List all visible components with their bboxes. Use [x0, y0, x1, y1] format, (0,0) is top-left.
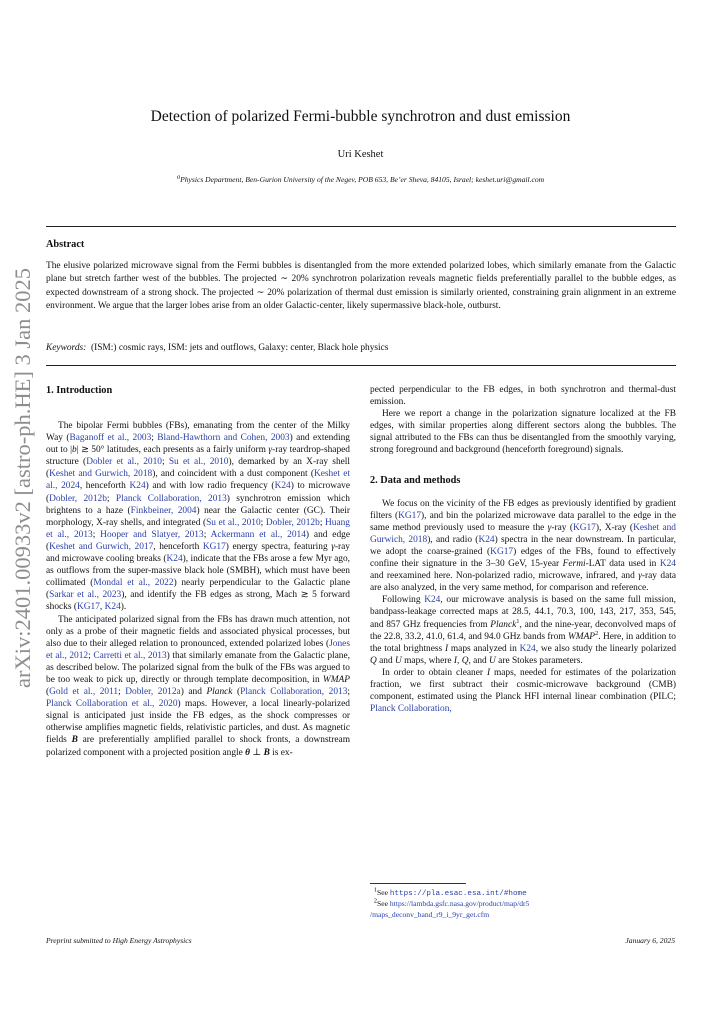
citation-link[interactable]: Dobler, 2012b: [265, 517, 320, 528]
keywords: Keywords: (ISM:) cosmic rays, ISM: jets and outflows, Galaxy: center, Black hole physics: [46, 343, 389, 353]
citation-link[interactable]: Keshet et al., 2024: [46, 469, 350, 492]
citation-link[interactable]: KG17: [572, 522, 596, 533]
citation-link[interactable]: Dobler et al., 2010: [86, 457, 162, 468]
citation-link[interactable]: Dobler, 2012a: [125, 687, 181, 698]
abstract-divider: [46, 365, 676, 366]
footnote-link[interactable]: https://pla.esac.esa.int/#home: [389, 890, 527, 898]
citation-link[interactable]: KG17: [202, 541, 226, 552]
paragraph: pected perpendicular to the FB edges, in both synchrotron and thermal-dust emission.: [370, 385, 676, 408]
citation-link[interactable]: Dobler, 2012b: [49, 493, 107, 504]
citation-link[interactable]: Gold et al., 2011: [49, 687, 119, 698]
abstract-heading: Abstract: [46, 239, 85, 250]
citation-link[interactable]: Planck Collaboration et al., 2020: [46, 699, 178, 710]
paragraph: We focus on the vicinity of the FB edges as previously identified by gradient filters (KG17), and bin the polarized microwave data parallel to the edge in the same method previously used to measure the γ-ray (KG17), X-ray (Keshet and Gurwich, 2018), and radio (K24) spectra in the near downstream. In particular, we adopt the coarse-grained (KG17) edges of the FBs, found to effectively confine their signature in the 3–30 GeV, 15-year Fermi-LAT data used in K24 and reexamined here. Non-polarized radio, microwave, infrared, and γ-ray data are also analyzed, in the very same method, for comparison and reference.: [370, 498, 676, 594]
right-column: [370, 384, 676, 715]
footnote-2: $^2$See https://lambda.gsfc.nasa.gov/product/map/dr5 /maps_deconv_band_r9_i_9yr_get.cfm: [370, 897, 530, 919]
paragraph: In order to obtain cleaner I maps, needed for estimates of the polarization fraction, we first subtract their cosmic-microwave background (CMB) component, estimated using the Planck HFI internal linear combination (PILC; Planck Collaboration,: [370, 667, 676, 715]
citation-link[interactable]: KG17: [398, 510, 422, 521]
citation-link[interactable]: K24: [274, 481, 291, 492]
citation-link[interactable]: KG17: [77, 602, 100, 613]
citation-link[interactable]: KG17: [490, 546, 514, 557]
citation-link[interactable]: Bland-Hawthorn and Cohen, 2003: [157, 433, 290, 444]
citation-link[interactable]: Keshet and Gurwich, 2017: [49, 541, 154, 552]
citation-link[interactable]: Planck Collaboration,: [370, 704, 452, 715]
citation-link[interactable]: K24: [166, 554, 183, 565]
citation-link[interactable]: Huang et al., 2013: [46, 517, 350, 540]
citation-link[interactable]: Su et al., 2010: [168, 457, 229, 468]
footnote-link-continued[interactable]: /maps_deconv_band_r9_i_9yr_get.cfm: [370, 909, 490, 919]
citation-link[interactable]: K24: [424, 595, 441, 606]
citation-link[interactable]: Planck Collaboration, 2013: [115, 493, 227, 504]
footnote-1: $^1$See https://pla.esac.esa.int/#home: [373, 886, 527, 898]
author-name: Uri Keshet: [337, 149, 384, 160]
affiliation: $^a$Physics Department, Ben-Gurion University of the Negev, POB 653, Be’er Sheva, 84105, Israel; keshet.uri@gmail.com: [176, 173, 545, 184]
arxiv-identifier-stamp: arXiv:2401.00933v2 [astro-ph.HE] 3 Jan 2025: [10, 268, 35, 688]
citation-link[interactable]: Finkbeiner, 2004: [130, 505, 197, 516]
citation-link[interactable]: K24: [478, 534, 495, 545]
section-heading-data-methods: 2. Data and methods: [370, 474, 461, 486]
citation-link[interactable]: K24: [519, 643, 536, 654]
citation-link[interactable]: Baganoff et al., 2003: [69, 433, 152, 444]
citation-link[interactable]: Ackermann et al., 2014: [210, 529, 306, 540]
paragraph: Following K24, our microwave analysis is based on the same full mission, bandpass-leakage corrected maps at 28.5, 44.1, 70.3, 100, 143, 217, 353, 545, and 857 GHz frequencies from Planck$^1$, and the nine-year, deconvolved maps of the 22.8, 33.2, 41.0, 61.4, and 94.0 GHz bands from WMAP$^2$. Here, in addition to the total brightness I maps analyzed in K24, we also study the linearly polarized Q and U maps, where I, Q, and U are Stokes parameters.: [370, 595, 677, 666]
abstract-text: The elusive polarized microwave signal from the Fermi bubbles is disentangled from the more extended polarized lobes, which similarly emanate from the Galactic plane but stretch farther west of the bubbles. The projected ∼ 20% synchrotron polarization reveals magnetic fields preferentially parallel to the bubble edges, as expected downstream of a strong shock. The projected ∼ 20% polarization of thermal dust emission is similarly oriented, constraining grain alignment in an extreme environment. We argue that the larger lobes arise from an older Galactic-center, likely supermassive black-hole, outburst.: [46, 261, 676, 312]
footer-date: January 6, 2025: [625, 936, 675, 945]
citation-link[interactable]: Sarkar et al., 2023: [49, 590, 122, 601]
citation-link[interactable]: Planck Collaboration, 2013: [240, 687, 348, 698]
citation-link[interactable]: Keshet and Gurwich, 2018: [370, 522, 676, 545]
citation-link[interactable]: K24: [104, 602, 121, 613]
left-column: [46, 384, 350, 759]
paragraph: Here we report a change in the polarization signature localized at the FB edges, with similar properties along different sectors along the bubbles. The signal attributed to the FBs can thus be disentangled from the smoothly varying, strong foreground and background (henceforth foreground) signals.: [370, 409, 676, 456]
paper-title: Detection of polarized Fermi-bubble synchrotron and dust emission: [150, 108, 571, 125]
footnote-divider: [370, 883, 466, 884]
paragraph: The bipolar Fermi bubbles (FBs), emanating from the center of the Milky Way (Baganoff et al., 2003; Bland-Hawthorn and Cohen, 2003) and extending out to |b| ≳ 50° latitudes, each presents as a fairly uniform γ-ray teardrop-shaped structure (Dobler et al., 2010; Su et al., 2010), demarked by an X-ray shell (Keshet and Gurwich, 2018), and coincident with a dust component (Keshet et al., 2024, henceforth K24) and with low radio frequency (K24) to microwave (Dobler, 2012b; Planck Collaboration, 2013) synchrotron emission which brightens to a haze (Finkbeiner, 2004) near the Galactic center (GC). Their morphology, X-ray shells, and integrated (Su et al., 2010; Dobler, 2012b; Huang et al., 2013; Hooper and Slatyer, 2013; Ackermann et al., 2014) and edge (Keshet and Gurwich, 2017, henceforth KG17) energy spectra, featuring γ-ray and microwave cooling breaks (K24), indicate that the FBs arose a few Myr ago, as outflows from the super-massive black hole (SMBH), which must have been collimated (Mondal et al., 2022) nearly perpendicular to the Galactic plane (Sarkar et al., 2023), and identify the FB edges as strong, Mach ≳ 5 forward shocks (KG17, K24).: [46, 421, 351, 613]
footnote-link[interactable]: https://lambda.gsfc.nasa.gov/product/map/dr5: [389, 899, 530, 908]
citation-link[interactable]: Mondal et al., 2022: [93, 578, 174, 589]
citation-link[interactable]: Carretti et al., 2013: [93, 650, 167, 661]
footer-journal: Preprint submitted to High Energy Astrophysics: [46, 936, 192, 945]
citation-link[interactable]: K24: [659, 559, 676, 570]
citation-link[interactable]: Su et al., 2010: [206, 517, 261, 528]
citation-link[interactable]: Hooper and Slatyer, 2013: [100, 529, 204, 540]
section-heading-introduction: 1. Introduction: [46, 385, 113, 396]
citation-link[interactable]: K24: [129, 481, 146, 492]
citation-link[interactable]: Jones et al., 2012: [46, 638, 350, 661]
paragraph: The anticipated polarized signal from the FBs has drawn much attention, not only as a probe of their magnetic fields and associated physical processes, but also due to their alleged relation to pronounced, extended polarized lobes (Jones et al., 2012; Carretti et al., 2013) that similarly emanate from the Galactic plane, as described below. The polarized signal from the bulk of the FBs was argued to be too weak to pick up, directly or through template decomposition, in WMAP (Gold et al., 2011; Dobler, 2012a) and Planck (Planck Collaboration, 2013; Planck Collaboration et al., 2020) maps. However, a local linearly-polarized signal is anticipated just inside the FB edges, as the shock compresses or otherwise amplifies magnetic fields, relativistic particles, and dust. As magnetic fields B are preferentially amplified parallel to shock fronts, a downstream polarized component with a projected position angle θ ⊥ B is ex-: [46, 614, 350, 758]
citation-link[interactable]: Keshet and Gurwich, 2018: [49, 469, 153, 480]
top-divider: [46, 226, 676, 227]
